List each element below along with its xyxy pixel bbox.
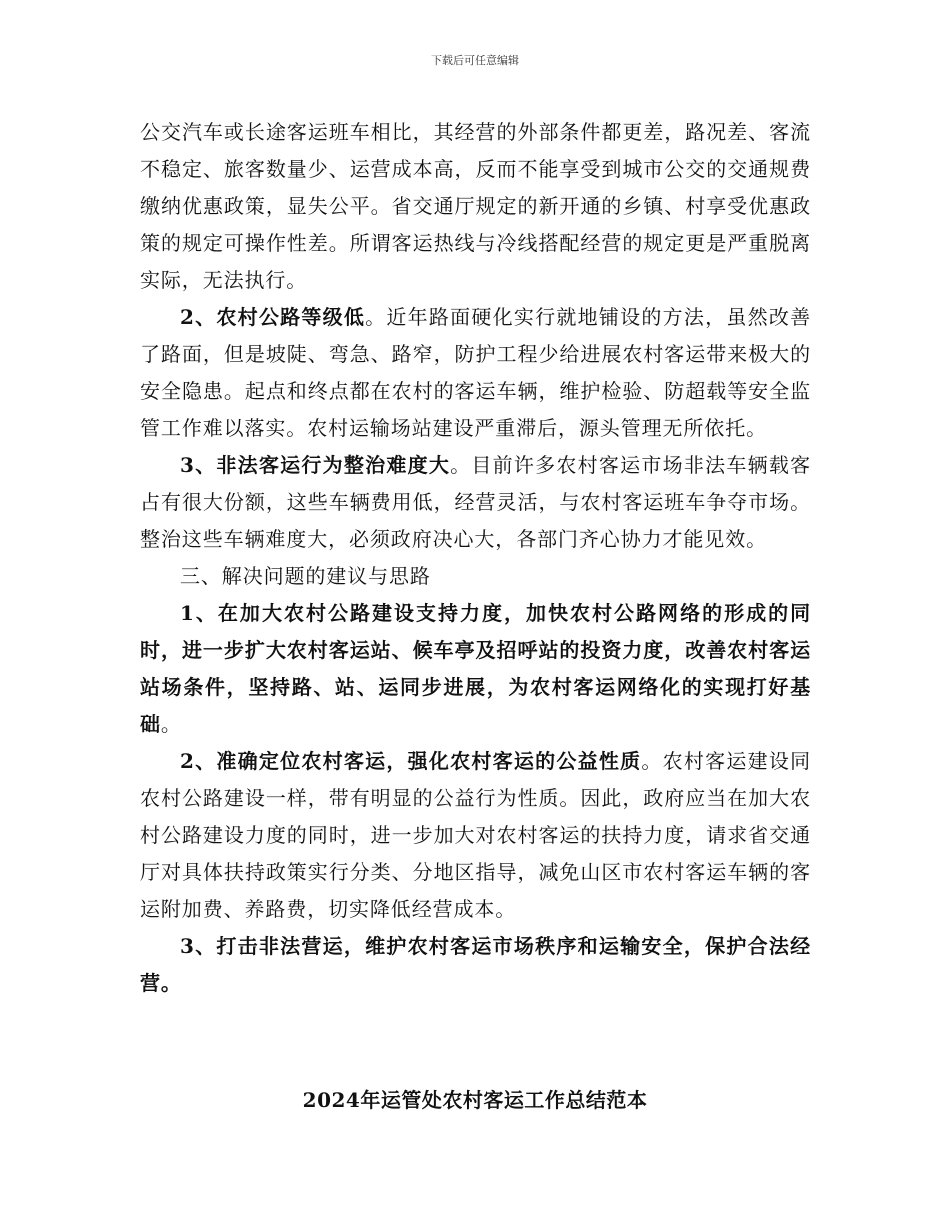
paragraph-illegal-transport	[140, 447, 811, 558]
section-heading: 三、解决问题的建议与思路	[180, 564, 431, 588]
page-header: 下载后可任意编辑	[431, 54, 519, 67]
paragraph-continued: 公交汽车或长途客运班车相比，其经营的外部条件都更差，路况差、客流不稳定、旅客数量少、运营成本高，反而不能享受到城市公交的交通规费缴纳优惠政策，显失公平。省交通厅规定的新开通的乡镇、村享受优惠政策的规定可操作性差。所谓客运热线与冷线搭配经营的规定更是严重脱离实际，无法执行。	[140, 120, 811, 292]
paragraph-text: 。	[160, 712, 182, 736]
next-document-title: 2024年运管处农村客运工作总结范本	[302, 1088, 648, 1112]
paragraph-heading: 1、在加大农村公路建设支持力度，加快农村公路网络的形成的同时，进一步扩大农村客运站、候车亭及招呼站的投资力度，改善农村客运站场条件，坚持路、站、运同步进展，为农村客运网络化的实现打好基础	[140, 601, 811, 736]
suggestion-2	[140, 743, 811, 928]
paragraph-text: 。目前许多农村客运市场非法车辆载客占有很大份额，这些车辆费用低，经营灵活，与农村客运班车争夺市场。整治这些车辆难度大，必须政府决心大，各部门齐心协力才能见效。	[140, 453, 811, 551]
paragraph-road-grade	[140, 299, 811, 447]
paragraph-text: 。近年路面硬化实行就地铺设的方法，虽然改善了路面，但是坡陡、弯急、路窄，防护工程少给进展农村客运带来极大的安全隐患。起点和终点都在农村的客运车辆，维护检验、防超载等安全监管工作难以落实。农村运输场站建设严重滞后，源头管理无所依托。	[140, 305, 811, 440]
suggestion-1	[140, 595, 811, 743]
paragraph-heading: 3、打击非法营运，维护农村客运市场秩序和运输安全，保护合法经营。	[140, 934, 811, 995]
suggestion-3	[140, 928, 811, 1002]
paragraph-heading: 3、非法客运行为整治难度大	[180, 453, 451, 477]
paragraph-heading: 2、农村公路等级低	[180, 305, 366, 329]
document-body	[140, 114, 811, 1002]
paragraph-heading: 2、准确定位农村客运，强化农村客运的公益性质	[180, 749, 642, 773]
paragraph-text: 。农村客运建设同农村公路建设一样，带有明显的公益行为性质。因此，政府应当在加大农村公路建设力度的同时，进一步加大对农村客运的扶持力度，请求省交通厅对具体扶持政策实行分类、分地区指导，减免山区市农村客运车辆的客运附加费、养路费，切实降低经营成本。	[140, 749, 812, 921]
